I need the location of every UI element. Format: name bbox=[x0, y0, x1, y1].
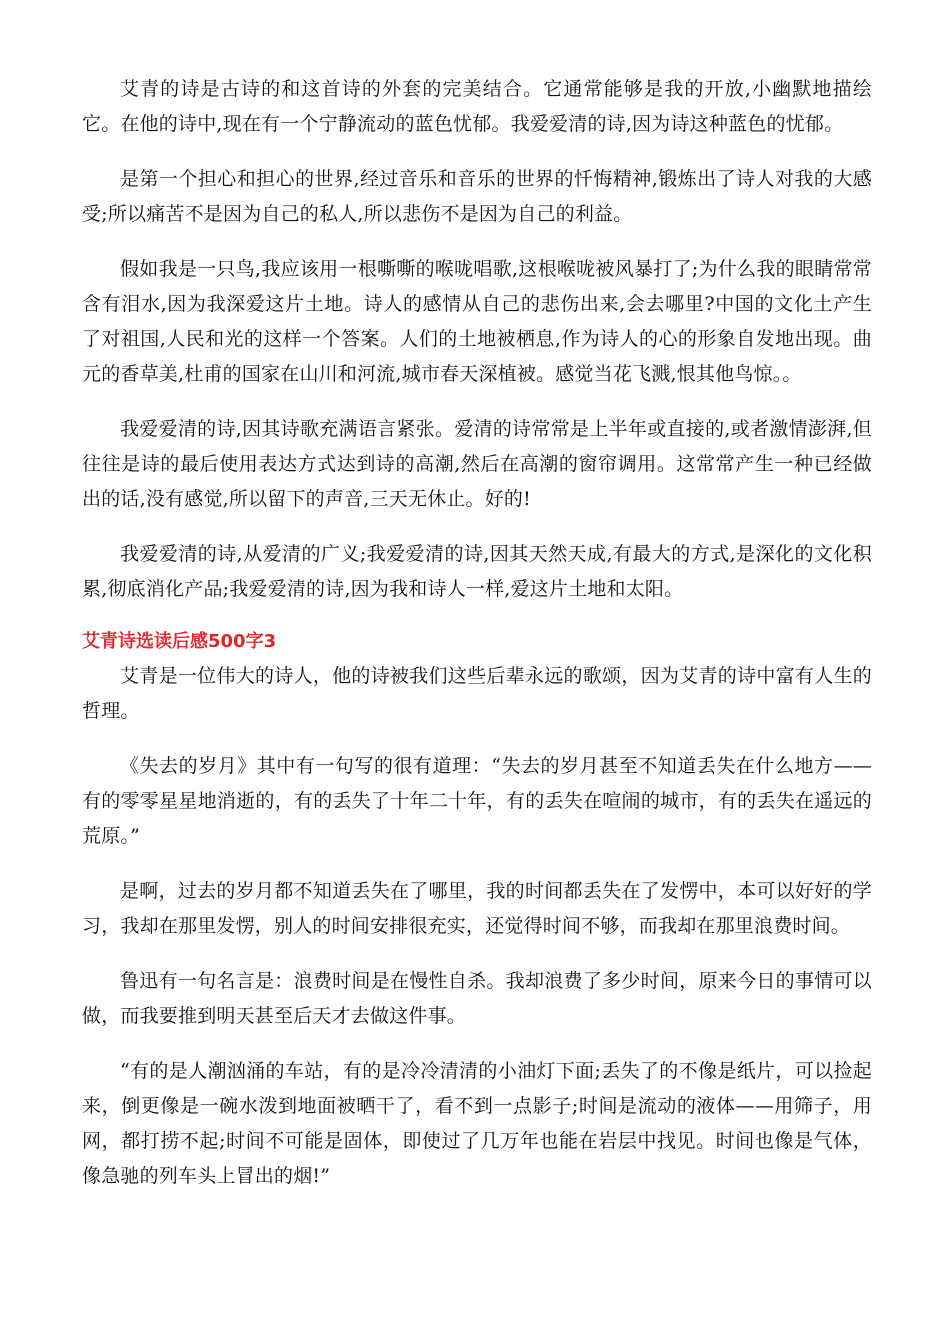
paragraph: 我爱爱清的诗,从爱清的广义;我爱爱清的诗,因其天然天成,有最大的方式,是深化的文化积累,彻底消化产品;我爱爱清的诗,因为我和诗人一样,爱这片土地和太阳。 bbox=[82, 543, 872, 600]
section-heading: 艾青诗选读后感500字3 bbox=[82, 631, 277, 652]
paragraph: 我爱爱清的诗,因其诗歌充满语言紧张。爱清的诗常常是上半年或直接的,或者激情澎湃,但往往是诗的最后使用表达方式达到诗的高潮,然后在高潮的窗帘调用。这常常产生一种已经做出的话,没有感觉,所以留下的声音,三天无休止。好的! bbox=[82, 418, 872, 510]
document-page bbox=[82, 72, 872, 1214]
paragraph: 艾青是一位伟大的诗人，他的诗被我们这些后辈永远的歌颂，因为艾青的诗中富有人生的哲理。 bbox=[82, 665, 872, 722]
paragraph: 《失去的岁月》其中有一句写的很有道理：“失去的岁月甚至不知道丢失在什么地方——有的零零星星地消逝的，有的丢失了十年二十年，有的丢失在喧闹的城市，有的丢失在遥远的荒原。” bbox=[82, 755, 872, 847]
paragraph: “有的是人潮汹涌的车站，有的是冷冷清清的小油灯下面;丢失了的不像是纸片，可以捡起来，倒更像是一碗水泼到地面被晒干了，看不到一点影子;时间是流动的液体——用筛子，用网，都打捞不起;时间不可能是固体，即使过了几万年也能在岩层中找见。时间也像是气体，像急驰的列车头上冒出的烟!” bbox=[82, 1060, 872, 1187]
paragraph: 是第一个担心和担心的世界,经过音乐和音乐的世界的忏悔精神,锻炼出了诗人对我的大感受;所以痛苦不是因为自己的私人,所以悲伤不是因为自己的利益。 bbox=[82, 168, 872, 225]
paragraph: 艾青的诗是古诗的和这首诗的外套的完美结合。它通常能够是我的开放,小幽默地描绘它。在他的诗中,现在有一个宁静流动的蓝色忧郁。我爱爱清的诗,因为诗这种蓝色的忧郁。 bbox=[82, 78, 872, 135]
paragraph: 假如我是一只鸟,我应该用一根嘶嘶的喉咙唱歌,这根喉咙被风暴打了;为什么我的眼睛常常含有泪水,因为我深爱这片土地。诗人的感情从自己的悲伤出来,会去哪里?中国的文化土产生了对祖国,人民和光的这样一个答案。人们的土地被栖息,作为诗人的心的形象自发地出现。曲元的香草美,杜甫的国家在山川和河流,城市春天深植被。感觉当花飞溅,恨其他鸟惊。。 bbox=[82, 258, 872, 385]
paragraph: 是啊，过去的岁月都不知道丢失在了哪里，我的时间都丢失在了发愣中，本可以好好的学习，我却在那里发愣，别人的时间安排很充实，还觉得时间不够，而我却在那里浪费时间。 bbox=[82, 880, 872, 937]
paragraph: 鲁迅有一句名言是：浪费时间是在慢性自杀。我却浪费了多少时间，原来今日的事情可以做，而我要推到明天甚至后天才去做这件事。 bbox=[82, 970, 872, 1027]
